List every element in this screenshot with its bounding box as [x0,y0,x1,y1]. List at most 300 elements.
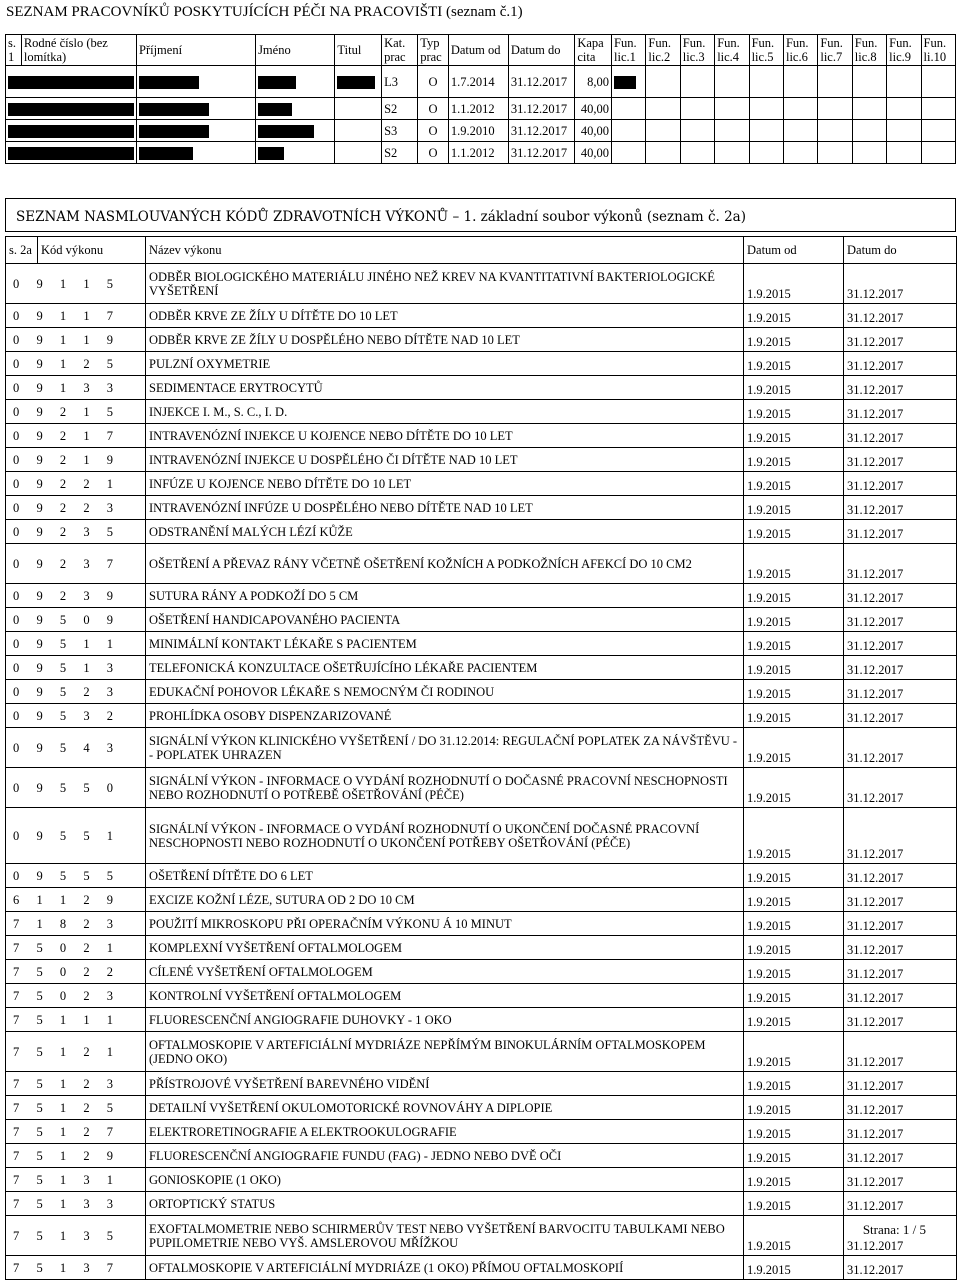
procedure-row [6,936,957,960]
code-digit: 9 [36,356,43,371]
code-digit: 9 [36,740,43,755]
code-digit: 1 [83,308,90,323]
code-digit: 1 [106,828,113,843]
code-digit: 0 [13,612,20,627]
code-digit: 5 [36,1044,43,1059]
code-digit: 0 [59,988,67,1003]
code-digit: 8 [59,916,67,931]
header-kapacita: Kapa cita [575,35,612,66]
header-titul: Titul [335,35,382,66]
typ-prac: O [418,142,449,164]
procedure-date-to: 31.12.2017 [844,1032,957,1072]
procedure-code [6,264,146,304]
code-digit: 1 [83,428,90,443]
code-digit: 2 [83,988,90,1003]
procedure-code [6,352,146,376]
code-digit: 3 [106,1076,113,1091]
datum-do: 31.12.2017 [508,120,575,142]
code-digit: 5 [59,708,67,723]
procedure-date-to: 31.12.2017 [844,520,957,544]
procedure-code [6,584,146,608]
code-digit: 7 [106,1124,113,1139]
procedure-date-to: 31.12.2017 [844,448,957,472]
code-digit: 9 [36,276,43,291]
procedure-code [6,400,146,424]
code-digit: 3 [106,988,113,1003]
procedure-name: OFTALMOSKOPIE V ARTEFICIÁLNÍ MYDRIÁZE NEPŘÍMÝM BINOKULÁRNÍM OFTALMOSKOPEM (JEDNO OKO) [146,1032,744,1072]
code-digit: 2 [106,708,113,723]
code-digit: 2 [83,1148,90,1163]
procedure-row [6,656,957,680]
procedure-row [6,352,957,376]
code-digit: 0 [13,276,20,291]
procedure-name: TELEFONICKÁ KONZULTACE OŠETŘUJÍCÍHO LÉKAŘE PACIENTEM [146,656,744,680]
code-digit: 1 [106,940,113,955]
procedure-date-from: 1.9.2015 [744,656,844,680]
code-digit: 0 [13,828,20,843]
code-digit: 0 [13,500,20,515]
procedure-date-to: 31.12.2017 [844,1168,957,1192]
procedure-date-to: 31.12.2017 [844,808,957,864]
header-jmeno: Jméno [256,35,335,66]
procedure-date-from: 1.9.2015 [744,1120,844,1144]
procedure-row [6,888,957,912]
header-fun7: Fun. lic.7 [818,35,852,66]
procedure-date-from: 1.9.2015 [744,400,844,424]
kapacita: 40,00 [575,120,612,142]
code-digit: 7 [13,964,20,979]
procedure-date-to: 31.12.2017 [844,656,957,680]
procedure-date-to: 31.12.2017 [844,912,957,936]
staff-table-header [6,35,956,66]
kat-prac: S2 [382,142,418,164]
redacted-rodne-cislo [6,98,137,120]
code-digit: 1 [59,1012,67,1027]
procedure-date-to: 31.12.2017 [844,704,957,728]
procedure-row [6,704,957,728]
procedure-code [6,544,146,584]
code-digit: 5 [106,276,113,291]
procedure-name: ODSTRANĚNÍ MALÝCH LÉZÍ KŮŽE [146,520,744,544]
procedure-date-from: 1.9.2015 [744,984,844,1008]
procedure-date-from: 1.9.2015 [744,768,844,808]
code-digit: 2 [59,500,67,515]
procedure-row [6,1072,957,1096]
code-digit: 2 [83,356,90,371]
code-digit: 0 [13,636,20,651]
header-fun8: Fun. lic.8 [852,35,886,66]
code-digit: 3 [83,708,90,723]
code-digit: 1 [59,332,67,347]
procedure-date-to: 31.12.2017 [844,1120,957,1144]
page-number: Strana: 1 / 5 [862,1222,926,1237]
code-digit: 5 [36,1172,43,1187]
code-digit: 3 [83,524,90,539]
code-digit: 9 [36,868,43,883]
procedure-date-to: 31.12.2017 [844,352,957,376]
procedure-date-from: 1.9.2015 [744,808,844,864]
header-fun3: Fun. lic.3 [680,35,714,66]
datum-do: 31.12.2017 [508,142,575,164]
code-digit: 0 [13,428,20,443]
procedure-date-to: 31.12.2017 [844,608,957,632]
redacted-prijmeni [137,120,256,142]
procedure-date-from: 1.9.2015 [744,544,844,584]
code-digit: 7 [13,940,20,955]
procedure-date-from: 1.9.2015 [744,496,844,520]
procedure-date-to: 31.12.2017 [844,400,957,424]
code-digit: 1 [59,356,67,371]
code-digit: 1 [59,276,67,291]
procedure-date-from: 1.9.2015 [744,1192,844,1216]
code-digit: 7 [13,1228,20,1243]
datum-do: 31.12.2017 [508,66,575,98]
kapacita: 8,00 [575,66,612,98]
code-digit: 0 [13,740,20,755]
code-digit: 1 [106,636,113,651]
code-digit: 5 [36,1196,43,1211]
code-digit: 5 [36,1148,43,1163]
code-digit: 2 [59,476,67,491]
procedure-date-to: 31.12.2017 [844,632,957,656]
header-fun2: Fun. lic.2 [646,35,680,66]
code-digit: 7 [13,1076,20,1091]
code-digit: 1 [59,380,67,395]
code-digit: 5 [36,1076,43,1091]
code-digit: 3 [83,380,90,395]
procedure-name: OFTALMOSKOPIE V ARTEFICIÁLNÍ MYDRIÁZE (1 OKO) PŘÍMOU OFTALMOSKOPIÍ [146,1256,744,1280]
code-digit: 0 [13,404,20,419]
redacted-jmeno [256,120,335,142]
procedure-date-to: 31.12.2017 [844,584,957,608]
procedure-row [6,608,957,632]
code-digit: 3 [106,740,113,755]
procedure-code [6,936,146,960]
procedure-row [6,960,957,984]
code-digit: 5 [59,780,67,795]
code-digit: 9 [36,636,43,651]
code-digit: 7 [13,1124,20,1139]
code-digit: 7 [13,1196,20,1211]
procedure-row [6,768,957,808]
code-digit: 5 [106,1100,113,1115]
procedure-date-from: 1.9.2015 [744,912,844,936]
procedure-date-to: 31.12.2017 [844,984,957,1008]
code-digit: 1 [83,1012,90,1027]
code-digit: 7 [13,1260,20,1275]
procedure-date-to: 31.12.2017 [844,472,957,496]
code-digit: 2 [106,964,113,979]
code-digit: 1 [59,1148,67,1163]
code-digit: 0 [13,684,20,699]
code-digit: 9 [36,684,43,699]
procedure-row [6,264,957,304]
redacted-prijmeni [137,98,256,120]
procedure-name: SEDIMENTACE ERYTROCYTŮ [146,376,744,400]
procedure-date-from: 1.9.2015 [744,1008,844,1032]
code-digit: 5 [36,1100,43,1115]
code-digit: 0 [13,660,20,675]
redacted-prijmeni [137,66,256,98]
code-digit: 5 [59,740,67,755]
procedure-name: KOMPLEXNÍ VYŠETŘENÍ OFTALMOLOGEM [146,936,744,960]
code-digit: 1 [59,1196,67,1211]
procedure-date-from: 1.9.2015 [744,352,844,376]
procedure-name: PROHLÍDKA OSOBY DISPENZARIZOVANÉ [146,704,744,728]
header-kat: Kat. prac [382,35,418,66]
procedure-name: PŘÍSTROJOVÉ VYŠETŘENÍ BAREVNÉHO VIDĚNÍ [146,1072,744,1096]
procedure-name: INJEKCE I. M., S. C., I. D. [146,400,744,424]
code-digit: 3 [106,380,113,395]
code-digit: 3 [83,1196,90,1211]
procedure-code [6,680,146,704]
code-digit: 5 [83,780,90,795]
procedure-date-from: 1.9.2015 [744,520,844,544]
procedure-date-to: 31.12.2017 [844,1144,957,1168]
code-digit: 9 [106,588,113,603]
procedure-date-from: 1.9.2015 [744,1032,844,1072]
procedures-table [5,236,957,1280]
procedure-date-to: 31.12.2017 [844,1008,957,1032]
procedure-row [6,400,957,424]
code-digit: 9 [36,780,43,795]
procedure-name: ORTOPTICKÝ STATUS [146,1192,744,1216]
procedure-date-to: 31.12.2017 [844,680,957,704]
procedure-name: ODBĚR KRVE ZE ŽÍLY U DÍTĚTE DO 10 LET [146,304,744,328]
procedure-row [6,1096,957,1120]
header-fun10: Fun. li.10 [921,35,955,66]
code-digit: 5 [36,940,43,955]
header-nazev: Název výkonu [146,237,744,264]
procedure-date-to: 31.12.2017 [844,728,957,768]
datum-od: 1.1.2012 [448,142,508,164]
procedure-name: ODBĚR KRVE ZE ŽÍLY U DOSPĚLÉHO NEBO DÍTĚTE NAD 10 LET [146,328,744,352]
code-digit: 7 [106,556,113,571]
procedure-date-from: 1.9.2015 [744,888,844,912]
procedure-code [6,1256,146,1280]
procedure-date-to: 31.12.2017 [844,264,957,304]
procedure-row [6,424,957,448]
procedure-row [6,632,957,656]
header-datum-do: Datum do [844,237,957,264]
code-digit: 2 [83,916,90,931]
code-digit: 3 [83,1172,90,1187]
procedure-name: SIGNÁLNÍ VÝKON KLINICKÉHO VYŠETŘENÍ / DO 31.12.2014: REGULAČNÍ POPLATEK ZA NÁVŠTĚVU -- POPLATEK UHRAZEN [146,728,744,768]
code-digit: 9 [106,452,113,467]
procedure-code [6,704,146,728]
code-digit: 2 [83,964,90,979]
procedure-code [6,304,146,328]
kat-prac: S3 [382,120,418,142]
code-digit: 9 [36,660,43,675]
staff-row [6,66,956,98]
code-digit: 0 [13,708,20,723]
code-digit: 1 [59,1260,67,1275]
code-digit: 2 [83,500,90,515]
code-digit: 1 [106,1172,113,1187]
code-digit: 0 [13,332,20,347]
code-digit: 5 [36,1260,43,1275]
code-digit: 5 [36,1124,43,1139]
procedure-name: FLUORESCENČNÍ ANGIOGRAFIE FUNDU (FAG) - JEDNO NEBO DVĚ OČI [146,1144,744,1168]
code-digit: 3 [83,556,90,571]
code-digit: 0 [13,588,20,603]
code-digit: 2 [83,1076,90,1091]
procedure-date-to: 31.12.2017 [844,424,957,448]
procedure-code [6,768,146,808]
code-digit: 9 [106,892,113,907]
code-digit: 9 [36,476,43,491]
procedure-name: SIGNÁLNÍ VÝKON - INFORMACE O VYDÁNÍ ROZHODNUTÍ O DOČASNÉ PRACOVNÍ NESCHOPNOSTI NEBO ROZHODNUTÍ O POTŘEBĚ OŠETŘOVÁNÍ (PÉČE) [146,768,744,808]
code-digit: 9 [36,524,43,539]
procedure-row [6,864,957,888]
code-digit: 5 [106,524,113,539]
staff-table [5,34,956,164]
code-digit: 2 [59,588,67,603]
procedure-date-to: 31.12.2017 [844,328,957,352]
code-digit: 0 [13,380,20,395]
code-digit: 2 [59,404,67,419]
procedure-name: ELEKTRORETINOGRAFIE A ELEKTROOKULOGRAFIE [146,1120,744,1144]
code-digit: 0 [13,476,20,491]
code-digit: 9 [106,1148,113,1163]
typ-prac: O [418,66,449,98]
procedure-date-from: 1.9.2015 [744,376,844,400]
code-digit: 1 [83,276,90,291]
procedure-name: KONTROLNÍ VYŠETŘENÍ OFTALMOLOGEM [146,984,744,1008]
procedure-row [6,328,957,352]
code-digit: 1 [83,660,90,675]
header-typ: Typ prac [418,35,449,66]
redacted-rodne-cislo [6,66,137,98]
code-digit: 1 [106,1044,113,1059]
header-fun6: Fun. lic.6 [783,35,817,66]
datum-od: 1.7.2014 [448,66,508,98]
procedure-date-from: 1.9.2015 [744,1168,844,1192]
procedure-row [6,1216,957,1256]
code-digit: 1 [59,1076,67,1091]
code-digit: 5 [36,1228,43,1243]
procedure-row [6,544,957,584]
procedure-date-to: 31.12.2017 [844,304,957,328]
procedure-row [6,808,957,864]
code-digit: 4 [83,740,90,755]
redacted-titul [335,66,382,98]
code-digit: 3 [106,660,113,675]
code-digit: 9 [36,428,43,443]
procedure-code [6,424,146,448]
procedure-row [6,1032,957,1072]
procedure-date-from: 1.9.2015 [744,328,844,352]
procedure-row [6,1008,957,1032]
procedure-code [6,448,146,472]
procedure-name: GONIOSKOPIE (1 OKO) [146,1168,744,1192]
code-digit: 5 [36,964,43,979]
redacted-jmeno [256,98,335,120]
procedure-date-from: 1.9.2015 [744,960,844,984]
datum-od: 1.1.2012 [448,98,508,120]
procedure-row [6,1120,957,1144]
procedure-date-from: 1.9.2015 [744,1256,844,1280]
procedure-row [6,728,957,768]
code-digit: 3 [106,916,113,931]
procedure-row [6,472,957,496]
procedure-row [6,496,957,520]
procedure-code [6,728,146,768]
procedure-date-from: 1.9.2015 [744,704,844,728]
code-digit: 2 [83,1044,90,1059]
redacted-prijmeni [137,142,256,164]
redacted-jmeno [256,66,335,98]
code-digit: 5 [59,868,67,883]
code-digit: 9 [36,612,43,627]
code-digit: 5 [59,612,67,627]
procedure-name: MINIMÁLNÍ KONTAKT LÉKAŘE S PACIENTEM [146,632,744,656]
procedure-code [6,1096,146,1120]
typ-prac: O [418,120,449,142]
procedure-date-to: 31.12.2017 [844,1256,957,1280]
header-prijmeni: Příjmení [137,35,256,66]
procedure-date-from: 1.9.2015 [744,936,844,960]
code-digit: 7 [13,1012,20,1027]
code-digit: 0 [59,964,67,979]
code-digit: 1 [83,404,90,419]
procedure-row [6,448,957,472]
procedure-code [6,1032,146,1072]
code-digit: 2 [59,428,67,443]
code-digit: 9 [36,500,43,515]
code-digit: 9 [36,452,43,467]
code-digit: 0 [83,612,90,627]
procedure-date-from: 1.9.2015 [744,608,844,632]
code-digit: 2 [83,1124,90,1139]
procedure-date-from: 1.9.2015 [744,584,844,608]
code-digit: 0 [13,524,20,539]
procedure-name: INTRAVENÓZNÍ INJEKCE U DOSPĚLÉHO ČI DÍTĚTE NAD 10 LET [146,448,744,472]
procedure-date-from: 1.9.2015 [744,472,844,496]
procedure-date-to: 31.12.2017 [844,936,957,960]
code-digit: 0 [13,868,20,883]
code-digit: 2 [59,524,67,539]
procedure-code [6,496,146,520]
procedure-name: OŠETŘENÍ DÍTĚTE DO 6 LET [146,864,744,888]
code-digit: 2 [83,476,90,491]
procedure-date-from: 1.9.2015 [744,680,844,704]
code-digit: 9 [106,332,113,347]
procedure-code [6,520,146,544]
procedure-name: SIGNÁLNÍ VÝKON - INFORMACE O VYDÁNÍ ROZHODNUTÍ O UKONČENÍ DOČASNÉ PRACOVNÍ NESCHOPNOSTI NEBO ROZHODNUTÍ O UKONČENÍ POTŘEBY OŠETŘOVÁNÍ (PÉČE) [146,808,744,864]
procedure-code [6,1144,146,1168]
procedure-name: CÍLENÉ VYŠETŘENÍ OFTALMOLOGEM [146,960,744,984]
code-digit: 9 [36,708,43,723]
code-digit: 3 [106,684,113,699]
code-digit: 5 [36,988,43,1003]
code-digit: 1 [83,452,90,467]
procedure-date-to: 31.12.2017 [844,864,957,888]
code-digit: 7 [13,1044,20,1059]
procedure-row [6,912,957,936]
procedure-name: OŠETŘENÍ HANDICAPOVANÉHO PACIENTA [146,608,744,632]
staff-row [6,98,956,120]
code-digit: 3 [106,500,113,515]
procedure-code [6,888,146,912]
procedure-date-to: 31.12.2017 [844,888,957,912]
code-digit: 5 [36,1012,43,1027]
code-digit: 9 [36,380,43,395]
procedure-code [6,912,146,936]
procedure-code [6,984,146,1008]
procedure-date-from: 1.9.2015 [744,424,844,448]
